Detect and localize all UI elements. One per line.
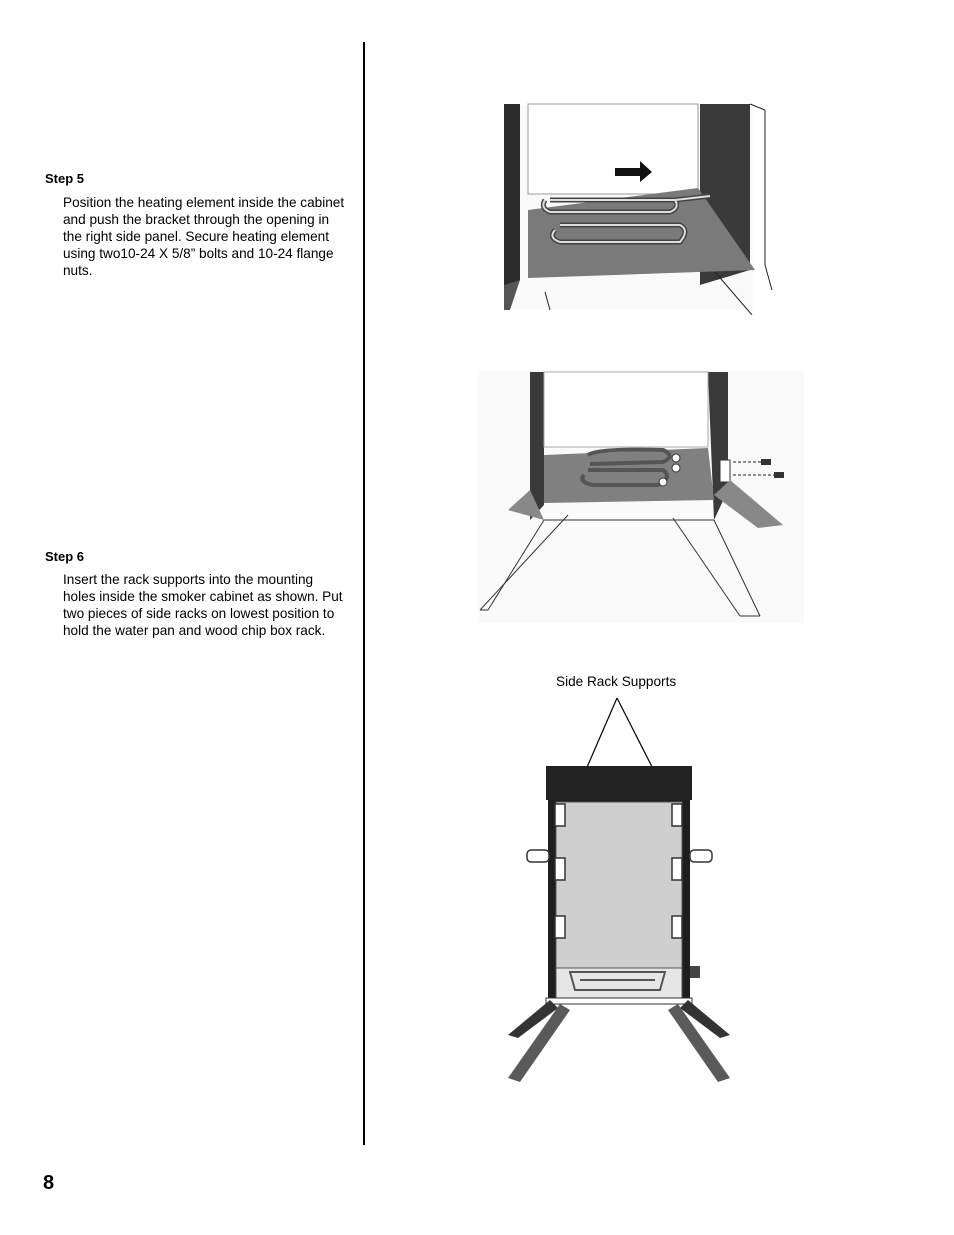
side-rack-supports-figure bbox=[500, 690, 740, 1090]
heating-element-insertion-figure bbox=[500, 100, 785, 315]
step-6-instructions: Insert the rack supports into the mounting holes inside the smoker cabinet as shown. Put two pieces of side racks on lowest position to hold the water pan and wood chip box rack. bbox=[63, 572, 343, 638]
column-divider bbox=[363, 42, 365, 1145]
step-5-instructions: Position the heating element inside the cabinet and push the bracket through the opening in the right side panel. Secure heating element using two10-24 X 5/8” bolts and 10-24 flange nuts. bbox=[63, 195, 345, 278]
heating-element-bolts-figure bbox=[478, 370, 806, 625]
step-6-title: Step 6 bbox=[45, 549, 85, 564]
side-rack-supports-label: Side Rack Supports bbox=[556, 674, 677, 689]
page-number: 8 bbox=[43, 1172, 55, 1194]
step-5-title: Step 5 bbox=[45, 171, 85, 186]
